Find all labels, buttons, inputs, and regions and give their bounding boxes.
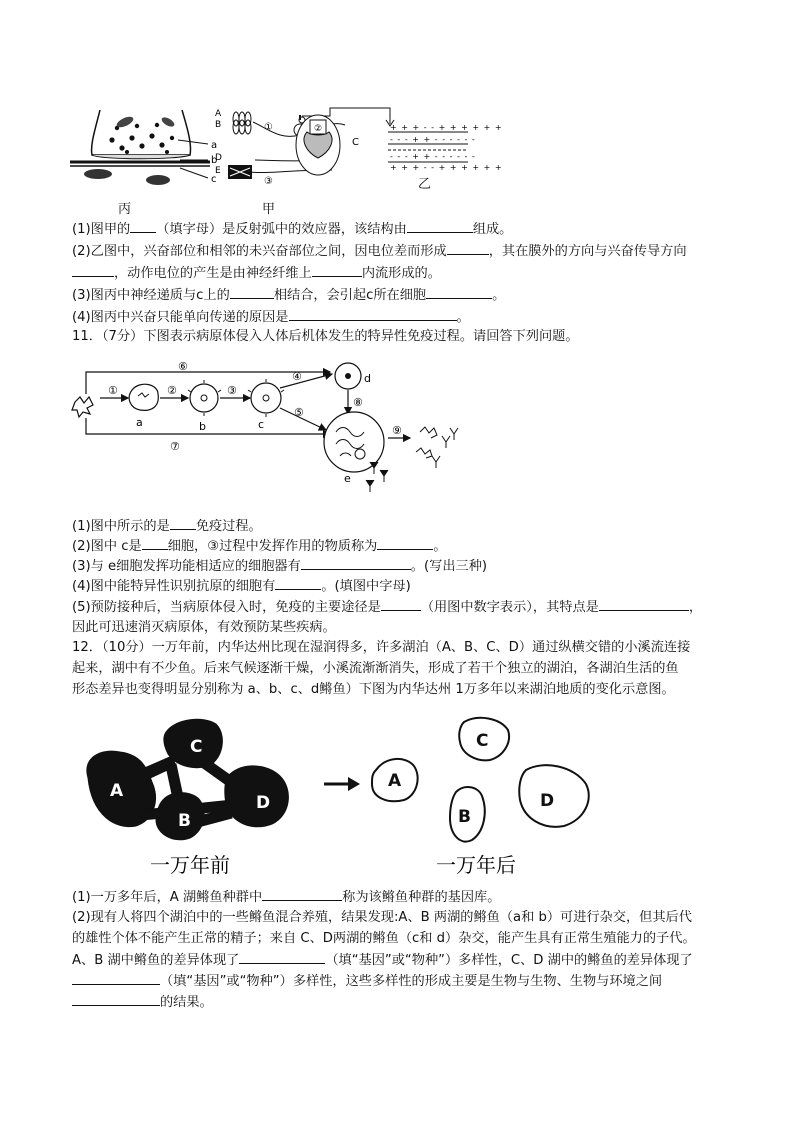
caption-jia: 甲 [262, 202, 276, 217]
synapse-diagram [70, 110, 217, 185]
label-C: C [352, 137, 359, 148]
immune-process-figure [70, 352, 470, 507]
answer-blank[interactable] [72, 262, 114, 277]
answer-blank[interactable] [275, 575, 321, 590]
q12-line5: （填“基因”或“物种”）多样性，这些多样性的形成主要是生物与生物、生物与环境之间 [72, 970, 732, 992]
nerve-fiber-diagram [388, 123, 503, 172]
answer-blank[interactable] [301, 555, 411, 570]
cell-d-label: d [364, 372, 371, 385]
lake-B-before: B [178, 811, 191, 831]
q10-line1: (1)图甲的 （填字母）是反射弧中的效应器，该结构由 组成。 [72, 218, 732, 240]
caption-bing: 丙 [118, 202, 132, 217]
svg-text:- - - + + - - - - - -: - - - + + - - - - - - [390, 135, 476, 144]
label-E: E [215, 166, 221, 176]
lake-D-before: D [256, 793, 271, 813]
q12-line1: (1)一万多年后，A 湖鳉鱼种群中 称为该鳉鱼种群的基因库。 [72, 886, 732, 908]
answer-blank[interactable] [312, 262, 362, 277]
label-D: D [215, 153, 222, 163]
answer-blank[interactable] [407, 218, 473, 233]
reflex-arc-diagram [215, 108, 394, 187]
answer-blank[interactable] [381, 596, 421, 611]
step-9: ⑨ [392, 424, 402, 437]
q11-title: 11．（7分）下图表示病原体侵入人体后机体发生的特异性免疫过程。请回答下列问题。 [72, 329, 579, 344]
label-c: c [211, 174, 217, 185]
label-n1: ① [264, 122, 273, 133]
q11-line6: 因此可迅速消灭病原体，有效预防某些疾病。 [72, 620, 336, 635]
q12-intro-2: 起来，湖中有不少鱼。后来气候逐渐干燥，小溪流渐渐消失，形成了若干个独立的湖泊，各湖泊生活的鱼 [72, 661, 679, 676]
q12-line3: 的雄性个体不能产生正常的精子；来自 C、D两湖的鳉鱼（c和 d）杂交，能产生具有正常生殖能力的子代。 [72, 931, 696, 946]
answer-blank[interactable] [289, 306, 457, 321]
cell-c-label: c [258, 418, 265, 431]
lake-D-after: D [540, 791, 555, 811]
answer-blank[interactable] [262, 886, 342, 901]
answer-blank[interactable] [447, 240, 489, 255]
lake-C-after: C [476, 731, 489, 751]
caption-before: 一万年前 [150, 853, 230, 877]
q12-intro-3: 形态差异也变得明显分别称为 a、b、c、d鳉鱼）下图为内华达州 1万多年以来湖泊地质的变化示意图。 [72, 682, 675, 697]
q11-line4: (4)图中能特异性识别抗原的细胞有 。(填图中字母) [72, 575, 732, 597]
q11-line5: (5)预防接种后，当病原体侵入时，免疫的主要途径是 （用图中数字表示），其特点是 ， [72, 596, 732, 618]
answer-blank[interactable] [142, 535, 168, 550]
caption-yi: 乙 [418, 177, 432, 192]
label-n3: ③ [264, 176, 273, 187]
answer-blank[interactable] [599, 596, 689, 611]
answer-blank[interactable] [72, 991, 160, 1006]
label-A: A [215, 109, 222, 119]
q11-line1: (1)图中所示的是 免疫过程。 [72, 515, 732, 537]
lake-A-before: A [110, 781, 124, 801]
q11-line2: (2)图中 c是 细胞，③过程中发挥作用的物质称为 。 [72, 535, 732, 557]
cell-a-label: a [136, 416, 143, 429]
answer-blank[interactable] [239, 949, 325, 964]
svg-text:+ + + - - + + + + + +: + + + - - + + + + + + [390, 163, 503, 172]
lake-change-figure [80, 708, 600, 883]
cell-e-label: e [344, 472, 351, 485]
caption-after: 一万年后 [436, 853, 516, 877]
answer-blank[interactable] [230, 284, 274, 299]
step-2: ② [167, 384, 177, 397]
q10-line2: (2)乙图中，兴奋部位和相邻的未兴奋部位之间，因电位差而形成 ，其在膜外的方向与兴奋传导方向 [72, 240, 732, 262]
lake-A-after: A [388, 771, 402, 791]
answer-blank[interactable] [130, 218, 156, 233]
q10-line4: (3)图丙中神经递质与c上的 相结合，会引起c所在细胞 。 [72, 284, 732, 306]
svg-text:- - - + + - - - - - -: - - - + + - - - - - - [390, 152, 476, 161]
answer-blank[interactable] [426, 284, 492, 299]
step-5: ⑤ [294, 406, 304, 419]
q12-line2: (2)现有人将四个湖泊中的一些鳉鱼混合养殖，结果发现:A、B 两湖的鳉鱼（a和 b）可进行杂交，但其后代 [72, 910, 692, 925]
cell-b-label: b [199, 420, 206, 433]
label-b: b [211, 155, 218, 166]
q10-line3: ，动作电位的产生是由神经纤维上 内流形成的。 [72, 262, 732, 284]
step-8: ⑧ [353, 396, 363, 409]
q12-intro-1: 12．（10分）一万年前，内华达州比现在湿润得多，许多湖泊（A、B、C、D）通过纵横交错的小溪流连接 [72, 640, 691, 655]
answer-blank[interactable] [377, 535, 433, 550]
svg-text:+ + + - - + + + + + +: + + + - - + + + + + + [390, 123, 503, 132]
label-B: B [215, 120, 222, 130]
answer-blank[interactable] [72, 970, 160, 985]
q12-line6: 的结果。 [72, 991, 732, 1013]
q11-line3: (3)与 e细胞发挥功能相适应的细胞器有 。(写出三种) [72, 555, 732, 577]
step-7: ⑦ [170, 440, 180, 453]
step-3: ③ [227, 384, 237, 397]
q10-line5: (4)图丙中兴奋只能单向传递的原因是 。 [72, 306, 732, 328]
q12-line4: A、B 湖中鳉鱼的差异体现了 （填“基因”或“物种”）多样性，C、D 湖中的鳉鱼的差异体现了 [72, 949, 732, 971]
answer-blank[interactable] [170, 515, 196, 530]
lake-C-before: C [190, 737, 203, 757]
lake-B-after: B [458, 807, 471, 827]
step-6: ⑥ [178, 360, 188, 373]
step-4: ④ [292, 370, 302, 383]
step-1: ① [108, 384, 118, 397]
label-a: a [211, 140, 218, 151]
label-n2: ② [314, 124, 323, 134]
